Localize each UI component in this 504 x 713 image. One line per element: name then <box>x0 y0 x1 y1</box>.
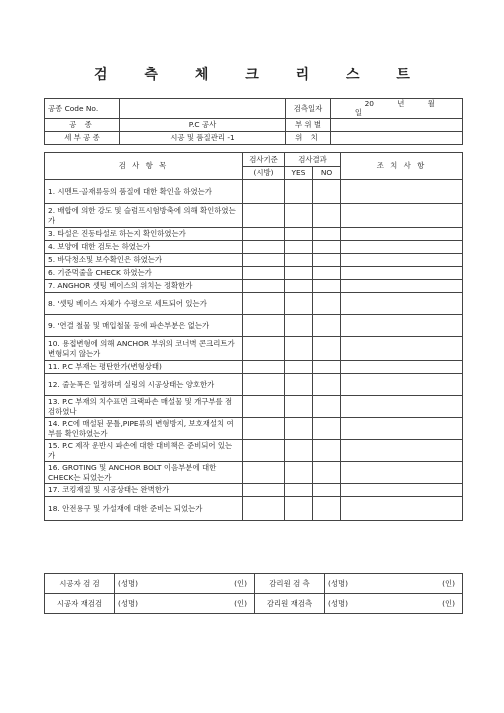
location-label: 위 치 <box>286 131 331 144</box>
yes-cell[interactable] <box>285 337 313 361</box>
checklist-item-text: 9. '연결 철물 및 매입철물 등에 파손부분은 없는가 <box>45 315 243 337</box>
signature-field[interactable]: (성명) (인) <box>115 594 255 614</box>
yes-cell[interactable] <box>285 462 313 484</box>
yes-cell[interactable] <box>285 440 313 462</box>
header-table <box>44 98 463 145</box>
col-standard-header: 검사기준 <box>243 153 285 167</box>
checklist-body <box>45 180 463 521</box>
checklist-row <box>45 315 463 337</box>
no-cell[interactable] <box>313 374 341 396</box>
action-cell[interactable] <box>341 440 463 462</box>
signature-field[interactable]: (성명) (인) <box>115 574 255 594</box>
col-yes-header: YES <box>285 166 313 180</box>
action-cell[interactable] <box>341 361 463 374</box>
no-cell[interactable] <box>313 241 341 254</box>
checklist-row <box>45 374 463 396</box>
checklist-item-text: 14. P.C에 매설된 문틀,PIPE류의 변형방지, 보호재설치 여부를 확인하였는가 <box>45 418 243 440</box>
no-cell[interactable] <box>313 396 341 418</box>
detail-value[interactable]: 시공 및 품질관리 -1 <box>120 131 286 144</box>
yes-cell[interactable] <box>285 204 313 228</box>
action-cell[interactable] <box>341 204 463 228</box>
signature-label: 감리원 재검측 <box>255 594 325 614</box>
date-label: 검측일자 <box>286 99 331 119</box>
action-cell[interactable] <box>341 293 463 315</box>
no-cell[interactable] <box>313 228 341 241</box>
location-value[interactable] <box>331 131 463 144</box>
yes-cell[interactable] <box>285 497 313 521</box>
signature-field[interactable]: (성명) (인) <box>325 574 463 594</box>
checklist-item-text: 15. P.C 제작 운반시 파손에 대한 대비책은 준비되어 있는가 <box>45 440 243 462</box>
yes-cell[interactable] <box>285 280 313 293</box>
action-cell[interactable] <box>341 254 463 267</box>
standard-cell[interactable] <box>243 337 285 361</box>
yes-cell[interactable] <box>285 267 313 280</box>
checklist-table <box>44 152 463 521</box>
code-value[interactable] <box>120 99 286 119</box>
page-title: 검 측 체 크 리 스 트 <box>94 67 426 83</box>
standard-cell[interactable] <box>243 462 285 484</box>
standard-cell[interactable] <box>243 315 285 337</box>
yes-cell[interactable] <box>285 396 313 418</box>
checklist-row <box>45 293 463 315</box>
checklist-item-text: 1. 시멘트·골재류등의 품질에 대한 확인을 하였는가 <box>45 180 243 204</box>
col-no-header: NO <box>313 166 341 180</box>
standard-cell[interactable] <box>243 374 285 396</box>
signature-row <box>45 574 463 594</box>
checklist-row <box>45 440 463 462</box>
part-value[interactable] <box>331 118 463 131</box>
checklist-row <box>45 418 463 440</box>
no-cell[interactable] <box>313 497 341 521</box>
part-label: 부 위 별 <box>286 118 331 131</box>
action-cell[interactable] <box>341 267 463 280</box>
standard-cell[interactable] <box>243 484 285 497</box>
action-cell[interactable] <box>341 315 463 337</box>
signature-label: 감리원 검 측 <box>255 574 325 594</box>
code-label: 공종 Code No. <box>45 99 120 119</box>
action-cell[interactable] <box>341 280 463 293</box>
standard-cell[interactable] <box>243 180 285 204</box>
checklist-row <box>45 361 463 374</box>
checklist-item-text: 5. 바닥청소및 보수확인은 하였는가 <box>45 254 243 267</box>
standard-cell[interactable] <box>243 280 285 293</box>
checklist-item-text: 3. 타설은 진동타설로 하는지 확인하였는가 <box>45 228 243 241</box>
standard-cell[interactable] <box>243 267 285 280</box>
checklist-item-text: 12. 줄눈폭은 일정하며 실링의 시공상태는 양호한가 <box>45 374 243 396</box>
yes-cell[interactable] <box>285 315 313 337</box>
checklist-item-text: 11. P.C 부재는 평탄한가(변형상태) <box>45 361 243 374</box>
yes-cell[interactable] <box>285 361 313 374</box>
checklist-row <box>45 204 463 228</box>
no-cell[interactable] <box>313 484 341 497</box>
yes-cell[interactable] <box>285 180 313 204</box>
action-cell[interactable] <box>341 396 463 418</box>
signature-label: 시공자 재검검 <box>45 594 115 614</box>
no-cell[interactable] <box>313 337 341 361</box>
action-cell[interactable] <box>341 241 463 254</box>
col-item-header: 검 사 항 목 <box>45 153 243 180</box>
checklist-row <box>45 396 463 418</box>
no-cell[interactable] <box>313 180 341 204</box>
checklist-row <box>45 462 463 484</box>
header-row-code <box>45 99 463 119</box>
checklist-row <box>45 337 463 361</box>
yes-cell[interactable] <box>285 228 313 241</box>
no-cell[interactable] <box>313 293 341 315</box>
standard-cell[interactable] <box>243 241 285 254</box>
yes-cell[interactable] <box>285 374 313 396</box>
action-cell[interactable] <box>341 228 463 241</box>
checklist-item-text: 18. 안전용구 및 가설재에 대한 준비는 되었는가 <box>45 497 243 521</box>
checklist-item-text: 2. 배합에 의한 강도 및 슬럼프시험방축에 의해 확인하였는가 <box>45 204 243 228</box>
standard-cell[interactable] <box>243 440 285 462</box>
date-value[interactable]: 20 년 월 일 <box>331 99 463 119</box>
no-cell[interactable] <box>313 440 341 462</box>
checklist-row <box>45 497 463 521</box>
checklist-item-text: 16. GROTING 및 ANCHOR BOLT 이음부분에 대한 CHECK는 되었는가 <box>45 462 243 484</box>
standard-cell[interactable] <box>243 396 285 418</box>
no-cell[interactable] <box>313 254 341 267</box>
yes-cell[interactable] <box>285 241 313 254</box>
checklist-item-text: 4. 보양에 대한 검토는 하였는가 <box>45 241 243 254</box>
work-value[interactable]: P.C 공사 <box>120 118 286 131</box>
no-cell[interactable] <box>313 280 341 293</box>
col-standard-sub: (시방) <box>243 166 285 180</box>
yes-cell[interactable] <box>285 254 313 267</box>
work-label: 공 종 <box>45 118 120 131</box>
standard-cell[interactable] <box>243 228 285 241</box>
detail-label: 세 부 공 종 <box>45 131 120 144</box>
action-cell[interactable] <box>341 418 463 440</box>
checklist-item-text: 10. 용접변형에 의해 ANCHOR 부위의 코너벽 콘크리트가 변형되지 않는가 <box>45 337 243 361</box>
checklist-row <box>45 484 463 497</box>
action-cell[interactable] <box>341 484 463 497</box>
signature-table <box>44 573 463 614</box>
yes-cell[interactable] <box>285 484 313 497</box>
no-cell[interactable] <box>313 418 341 440</box>
checklist-header-row <box>45 153 463 167</box>
standard-cell[interactable] <box>243 418 285 440</box>
action-cell[interactable] <box>341 497 463 521</box>
checklist-item-text: 8. '셋팅 베이스 자체가 수평으로 세트되어 있는가 <box>45 293 243 315</box>
action-cell[interactable] <box>341 180 463 204</box>
checklist-row <box>45 280 463 293</box>
signature-field[interactable]: (성명) (인) <box>325 594 463 614</box>
action-cell[interactable] <box>341 337 463 361</box>
signature-row <box>45 594 463 614</box>
standard-cell[interactable] <box>243 293 285 315</box>
yes-cell[interactable] <box>285 293 313 315</box>
checklist-row <box>45 228 463 241</box>
checklist-row <box>45 254 463 267</box>
no-cell[interactable] <box>313 361 341 374</box>
checklist-item-text: 6. 기준먹줄을 CHECK 하였는가 <box>45 267 243 280</box>
header-row-work <box>45 118 463 131</box>
checklist-row <box>45 267 463 280</box>
checklist-item-text: 13. P.C 부재의 치수표면 크랙파손 매설물 및 개구부를 점검하였나 <box>45 396 243 418</box>
header-row-detail <box>45 131 463 144</box>
standard-cell[interactable] <box>243 497 285 521</box>
no-cell[interactable] <box>313 315 341 337</box>
checklist-row <box>45 180 463 204</box>
no-cell[interactable] <box>313 204 341 228</box>
standard-cell[interactable] <box>243 254 285 267</box>
checklist-item-text: 17. 코킹재질 및 시공상태는 완벽한가 <box>45 484 243 497</box>
standard-cell[interactable] <box>243 361 285 374</box>
no-cell[interactable] <box>313 267 341 280</box>
action-cell[interactable] <box>341 374 463 396</box>
yes-cell[interactable] <box>285 418 313 440</box>
signature-label: 시공자 검 검 <box>45 574 115 594</box>
standard-cell[interactable] <box>243 204 285 228</box>
action-cell[interactable] <box>341 462 463 484</box>
col-action-header: 조 치 사 항 <box>341 153 463 180</box>
col-result-header: 검사결과 <box>285 153 341 167</box>
checklist-row <box>45 241 463 254</box>
checklist-item-text: 7. ANGHOR 셋팅 베이스의 위치는 정확한가 <box>45 280 243 293</box>
no-cell[interactable] <box>313 462 341 484</box>
